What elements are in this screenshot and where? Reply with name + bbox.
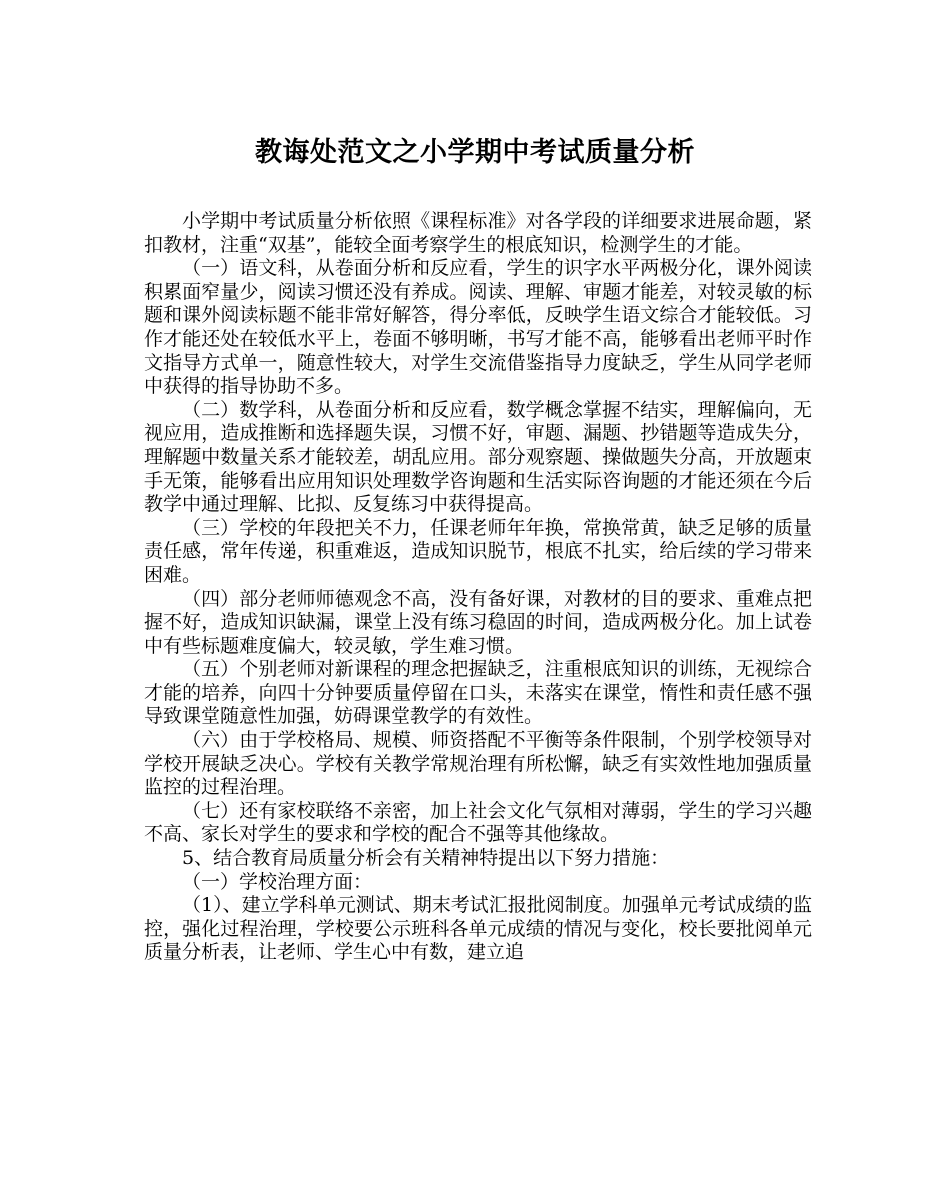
- paragraph-intro: 小学期中考试质量分析依照《课程标准》对各学段的详细要求进展命题，紧扣教材，注重“双基”，能较全面考察学生的根底知识，检测学生的才能。: [144, 210, 812, 256]
- paragraph-measures-intro: 5、结合教育局质量分析会有关精神特提出以下努力措施：: [182, 847, 670, 870]
- paragraph-teacher-ethics: （四）部分老师师德观念不高，没有备好课，对教材的目的要求、重难点把握不好，造成知识缺漏，课堂上没有练习稳固的时间，造成两极分化。加上试卷中有些标题难度偏大，较灵敏，学生难习惯。: [144, 587, 812, 657]
- paragraph-school-conditions: （六）由于学校格局、规模、师资搭配不平衡等条件限制，个别学校领导对学校开展缺乏决心。学校有关教学常规治理有所松懈，缺乏有实效性地加强质量监控的过程治理。: [144, 729, 812, 799]
- paragraph-unit-test-system: （1）、建立学科单元测试、期末考试汇报批阅制度。加强单元考试成绩的监控，强化过程治理，学校要公示班科各单元成绩的情况与变化，校长要批阅单元质量分析表，让老师、学生心中有数，建立追: [144, 894, 812, 964]
- paragraph-school-management: （一）学校治理方面：: [182, 870, 373, 893]
- document-body: [144, 210, 812, 965]
- paragraph-new-curriculum: （五）个别老师对新课程的理念把握缺乏，注重根底知识的训练，无视综合才能的培养，向四十分钟要质量停留在口头，未落实在课堂，惰性和责任感不强导致课堂随意性加强，妨碍课堂教学的有效性。: [144, 658, 812, 728]
- paragraph-math-subject: （二）数学科，从卷面分析和反应看，数学概念掌握不结实，理解偏向，无视应用，造成推断和选择题失误，习惯不好，审题、漏题、抄错题等造成失分，理解题中数量关系才能较差，胡乱应用。部分观察题、操做题失分高，开放题束手无策，能够看出应用知识处理数学咨询题和生活实际咨询题的才能还须在今后教学中通过理解、比拟、反复练习中获得提高。: [144, 398, 812, 516]
- document-title: 教诲处范文之小学期中考试质量分析: [255, 137, 695, 168]
- paragraph-home-school: （七）还有家校联络不亲密，加上社会文化气氛相对薄弱，学生的学习兴趣不高、家长对学生的要求和学校的配合不强等其他缘故。: [144, 799, 812, 846]
- paragraph-grade-oversight: （三）学校的年段把关不力，任课老师年年换，常换常黄，缺乏足够的质量责任感，常年传递，积重难返，造成知识脱节，根底不扎实，给后续的学习带来困难。: [144, 516, 812, 586]
- paragraph-chinese-subject: （一）语文科，从卷面分析和反应看，学生的识字水平两极分化，课外阅读积累面窄量少，阅读习惯还没有养成。阅读、理解、审题才能差，对较灵敏的标题和课外阅读标题不能非常好解答，得分率低，反映学生语文综合才能较低。习作才能还处在较低水平上，卷面不够明晰，书写才能不高，能够看出老师平时作文指导方式单一，随意性较大，对学生交流借鉴指导力度缺乏，学生从同学老师中获得的指导协助不多。: [144, 257, 812, 398]
